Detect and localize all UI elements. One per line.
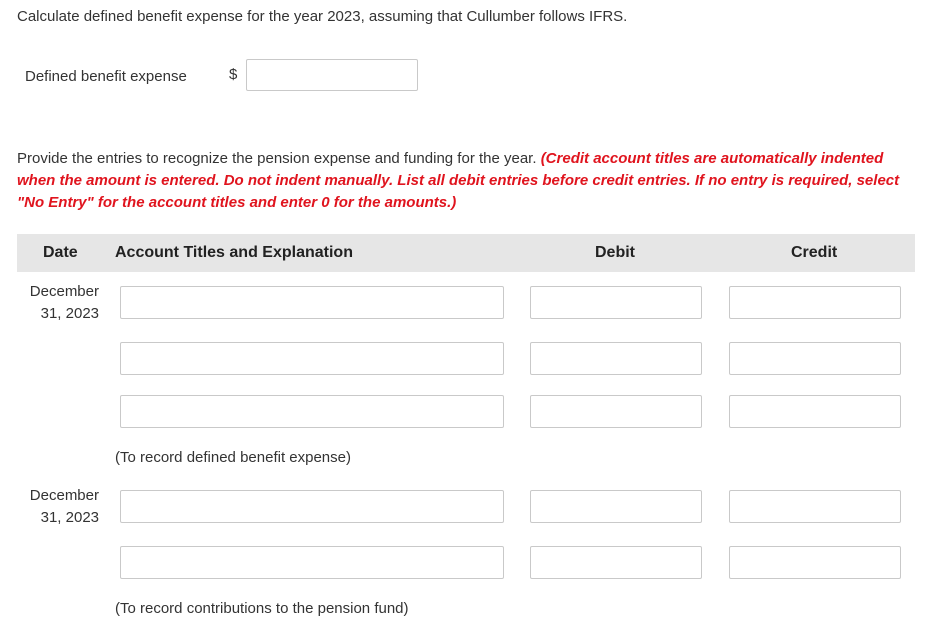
- credit-input[interactable]: [729, 286, 901, 319]
- debit-input[interactable]: [530, 395, 702, 428]
- question-text: Calculate defined benefit expense for the year 2023, assuming that Cullumber follows IFRS.: [17, 8, 628, 25]
- header-date: Date: [43, 244, 78, 261]
- debit-input[interactable]: [530, 342, 702, 375]
- entry-date-day-year: 31, 2023: [40, 509, 99, 526]
- header-account-titles: Account Titles and Explanation: [115, 244, 353, 261]
- journal-instruction-note: (Credit account titles are automatically indented when the amount is entered. Do not indent manually. List all debit entries before credit entries. If no entry is required, select "No Entry" for the account titles and enter 0 for the amounts.): [17, 150, 900, 211]
- entry-date: [17, 281, 99, 325]
- entry-explanation: (To record contributions to the pension fund): [115, 600, 409, 617]
- credit-input[interactable]: [729, 490, 901, 523]
- entry-date-day-year: 31, 2023: [40, 305, 99, 322]
- header-credit: Credit: [791, 244, 838, 261]
- account-title-input[interactable]: [120, 490, 504, 523]
- account-title-input[interactable]: [120, 546, 504, 579]
- entry-explanation: (To record defined benefit expense): [115, 449, 351, 466]
- header-debit: Debit: [595, 244, 635, 261]
- entry-date-month: December: [29, 283, 99, 300]
- entry-date: [17, 485, 99, 529]
- credit-input[interactable]: [729, 395, 901, 428]
- debit-input[interactable]: [530, 286, 702, 319]
- journal-prompt: Provide the entries to recognize the pension expense and funding for the year.: [17, 150, 541, 167]
- account-title-input[interactable]: [120, 286, 504, 319]
- currency-symbol: $: [229, 66, 238, 83]
- journal-instructions: [17, 148, 917, 214]
- debit-input[interactable]: [530, 546, 702, 579]
- account-title-input[interactable]: [120, 395, 504, 428]
- journal-table-header: [17, 234, 915, 272]
- credit-input[interactable]: [729, 342, 901, 375]
- defined-benefit-expense-input[interactable]: [246, 59, 418, 91]
- entry-date-month: December: [29, 487, 99, 504]
- defined-benefit-expense-label: Defined benefit expense: [25, 68, 187, 85]
- account-title-input[interactable]: [120, 342, 504, 375]
- debit-input[interactable]: [530, 490, 702, 523]
- credit-input[interactable]: [729, 546, 901, 579]
